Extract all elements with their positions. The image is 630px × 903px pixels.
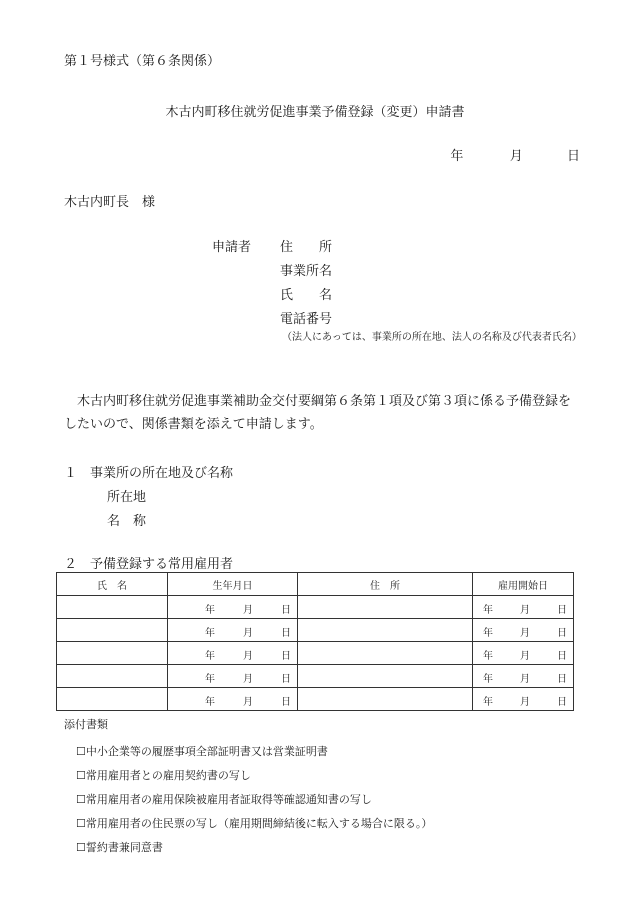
header-start-date: 雇用開始日	[473, 573, 574, 596]
table-row	[57, 665, 574, 688]
date-year-unit: 年	[205, 697, 215, 708]
date-day-unit: 日	[557, 628, 567, 639]
start-date-cell[interactable]	[473, 688, 574, 711]
date-month-unit: 月	[243, 628, 253, 639]
date-year-label: 年	[450, 149, 464, 164]
section2-title: ２ 予備登録する常用雇用者	[64, 557, 234, 572]
birthdate-cell[interactable]	[168, 665, 298, 688]
table-row	[57, 596, 574, 619]
date-month-unit: 月	[520, 628, 530, 639]
date-day-unit: 日	[557, 605, 567, 616]
header-name: 氏 名	[57, 573, 168, 596]
start-date-cell[interactable]	[473, 596, 574, 619]
attachment-item[interactable]: ☐誓約書兼同意書	[76, 841, 163, 854]
phone-field-label: 電話番号	[280, 312, 333, 327]
date-day-unit: 日	[557, 697, 567, 708]
address-field-label: 住 所	[280, 240, 333, 255]
date-month-unit: 月	[243, 651, 253, 662]
business-name-label: 名 称	[107, 514, 147, 529]
date-day-unit: 日	[557, 674, 567, 685]
document-title: 木古内町移住就労促進事業予備登録（変更）申請書	[165, 105, 465, 120]
date-year-unit: 年	[483, 674, 493, 685]
employee-name-cell[interactable]	[57, 642, 168, 665]
date-month-label: 月	[509, 149, 523, 164]
birthdate-cell[interactable]	[168, 619, 298, 642]
section1-title: １ 事業所の所在地及び名称	[64, 466, 234, 481]
employee-address-cell[interactable]	[298, 619, 473, 642]
attachment-item[interactable]: ☐常用雇用者の住民票の写し（雇用期間締結後に転入する場合に限る。）	[76, 817, 433, 830]
table-row	[57, 642, 574, 665]
date-month-unit: 月	[520, 697, 530, 708]
date-month-unit: 月	[243, 605, 253, 616]
business-name-field-label: 事業所名	[280, 264, 333, 279]
date-day-unit: 日	[281, 697, 291, 708]
start-date-cell[interactable]	[473, 642, 574, 665]
date-day-unit: 日	[281, 651, 291, 662]
date-year-unit: 年	[205, 605, 215, 616]
birthdate-cell[interactable]	[168, 596, 298, 619]
date-month-unit: 月	[520, 651, 530, 662]
header-address: 住 所	[298, 573, 473, 596]
date-day-unit: 日	[281, 605, 291, 616]
date-year-unit: 年	[205, 674, 215, 685]
location-label: 所在地	[107, 490, 147, 505]
date-year-unit: 年	[483, 628, 493, 639]
date-day-unit: 日	[557, 651, 567, 662]
employee-address-cell[interactable]	[298, 688, 473, 711]
date-year-unit: 年	[483, 697, 493, 708]
birthdate-cell[interactable]	[168, 642, 298, 665]
addressee: 木古内町長 様	[64, 195, 156, 210]
full-name-field-label: 氏 名	[280, 288, 333, 303]
date-day-unit: 日	[281, 628, 291, 639]
header-birthdate: 生年月日	[168, 573, 298, 596]
employee-name-cell[interactable]	[57, 688, 168, 711]
table-row	[57, 619, 574, 642]
employee-address-cell[interactable]	[298, 665, 473, 688]
table-row	[57, 688, 574, 711]
employee-name-cell[interactable]	[57, 665, 168, 688]
date-line	[450, 145, 580, 164]
employee-name-cell[interactable]	[57, 596, 168, 619]
date-year-unit: 年	[205, 628, 215, 639]
date-year-unit: 年	[483, 651, 493, 662]
employee-address-cell[interactable]	[298, 642, 473, 665]
attachment-item[interactable]: ☐常用雇用者との雇用契約書の写し	[76, 769, 251, 782]
date-year-unit: 年	[205, 651, 215, 662]
date-month-unit: 月	[243, 697, 253, 708]
attachments-title: 添付書類	[64, 718, 108, 731]
date-month-unit: 月	[243, 674, 253, 685]
form-number: 第１号様式（第６条関係）	[64, 54, 221, 69]
employee-table	[56, 572, 574, 711]
table-header-row	[57, 573, 574, 596]
birthdate-cell[interactable]	[168, 688, 298, 711]
date-month-unit: 月	[520, 674, 530, 685]
start-date-cell[interactable]	[473, 665, 574, 688]
date-month-unit: 月	[520, 605, 530, 616]
date-day-label: 日	[566, 149, 580, 164]
applicant-label: 申請者	[212, 240, 252, 255]
application-statement: 木古内町移住就労促進事業補助金交付要綱第６条第１項及び第３項に係る予備登録をしたいので、関係書類を添えて申請します。	[64, 394, 572, 432]
date-year-unit: 年	[483, 605, 493, 616]
start-date-cell[interactable]	[473, 619, 574, 642]
employee-name-cell[interactable]	[57, 619, 168, 642]
attachment-item[interactable]: ☐常用雇用者の雇用保険被雇用者証取得等確認通知書の写し	[76, 793, 372, 806]
corporation-note: （法人にあっては、事業所の所在地、法人の名称及び代表者氏名）	[282, 332, 582, 343]
employee-address-cell[interactable]	[298, 596, 473, 619]
date-day-unit: 日	[281, 674, 291, 685]
attachment-item[interactable]: ☐中小企業等の履歴事項全部証明書又は営業証明書	[76, 745, 328, 758]
